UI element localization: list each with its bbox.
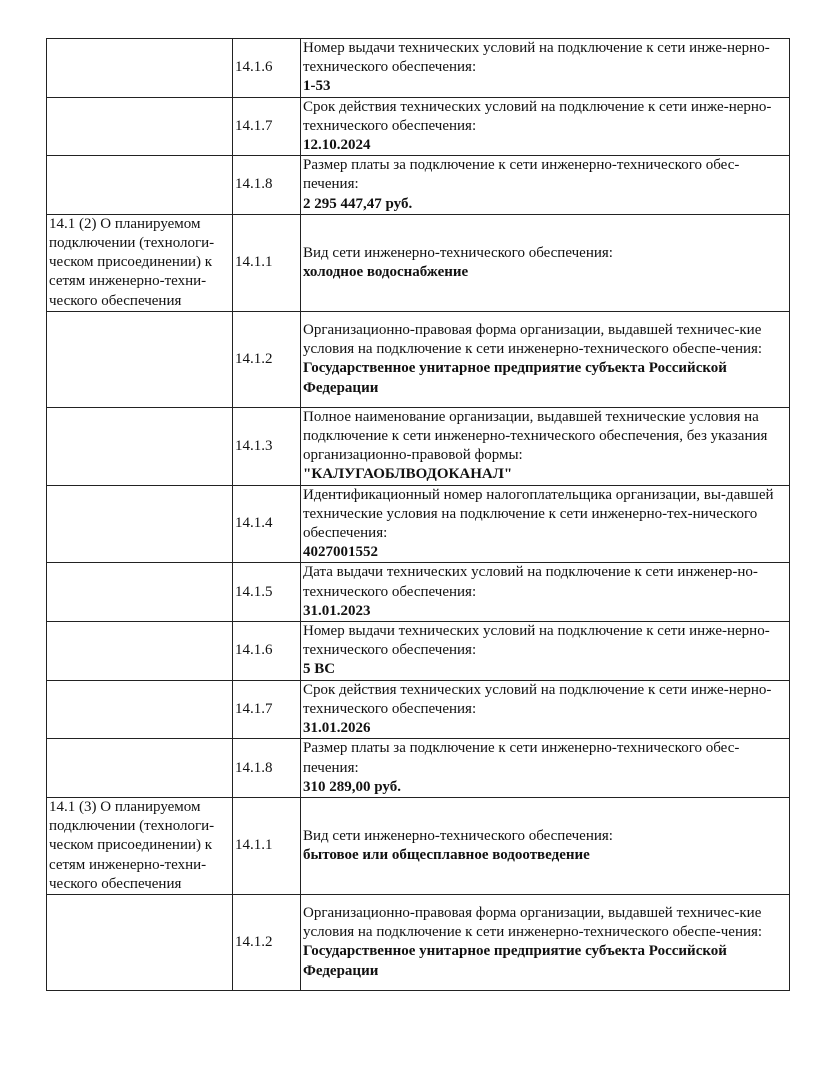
content-cell: [301, 407, 790, 485]
section-cell: [47, 39, 233, 98]
section-cell: 14.1 (3) О планируемом подключении (технологи-ческом присоединении) к сетям инженерно-техни-ческого обеспечения: [47, 797, 233, 894]
content-cell: [301, 739, 790, 798]
field-label: Размер платы за подключение к сети инженерно-технического обес-печения:: [303, 740, 740, 776]
code-cell: 14.1.6: [233, 622, 301, 681]
field-value: 2 295 447,47 руб.: [303, 195, 413, 212]
field-label: Вид сети инженерно-технического обеспечения:: [303, 244, 613, 261]
field-label: Номер выдачи технических условий на подключение к сети инже-нерно-технического обеспечения:: [303, 623, 770, 659]
table-row: [47, 894, 790, 990]
table-row: [47, 311, 790, 407]
table-row: [47, 797, 790, 894]
table-row: [47, 39, 790, 98]
section-cell: [47, 622, 233, 681]
field-value: 1-53: [303, 78, 331, 95]
section-cell: 14.1 (2) О планируемом подключении (технологи-ческом присоединении) к сетям инженерно-техни-ческого обеспечения: [47, 214, 233, 311]
table-row: [47, 563, 790, 622]
field-value: "КАЛУГАОБЛВОДОКАНАЛ": [303, 466, 513, 483]
content-cell: [301, 894, 790, 990]
code-cell: 14.1.5: [233, 563, 301, 622]
field-label: Срок действия технических условий на подключение к сети инже-нерно-технического обеспечения:: [303, 98, 772, 134]
code-cell: 14.1.6: [233, 39, 301, 98]
field-value: 31.01.2026: [303, 720, 371, 737]
field-value: 5 ВС: [303, 661, 336, 678]
content-cell: [301, 797, 790, 894]
table-row: [47, 97, 790, 156]
table-row: [47, 680, 790, 739]
code-cell: 14.1.2: [233, 894, 301, 990]
section-cell: [47, 311, 233, 407]
field-value: 310 289,00 руб.: [303, 778, 401, 795]
field-label: Идентификационный номер налогоплательщика организации, вы-давшей технические условия на подключение к сети инженерно-тех-нического обеспечения:: [303, 486, 774, 542]
field-label: Номер выдачи технических условий на подключение к сети инже-нерно-технического обеспечения:: [303, 40, 770, 76]
table-row: [47, 214, 790, 311]
content-cell: [301, 622, 790, 681]
section-cell: [47, 563, 233, 622]
code-cell: 14.1.7: [233, 680, 301, 739]
code-cell: 14.1.2: [233, 311, 301, 407]
section-cell: [47, 97, 233, 156]
section-cell: [47, 680, 233, 739]
content-cell: [301, 680, 790, 739]
content-cell: [301, 156, 790, 215]
section-cell: [47, 894, 233, 990]
table-row: [47, 485, 790, 563]
section-cell: [47, 407, 233, 485]
section-cell: [47, 739, 233, 798]
field-value: холодное водоснабжение: [303, 263, 469, 280]
field-label: Полное наименование организации, выдавшей технические условия на подключение к сети инженерно-технического обеспечения, без указания организационно-правовой формы:: [303, 408, 768, 464]
field-label: Размер платы за подключение к сети инженерно-технического обес-печения:: [303, 157, 740, 193]
field-value: 4027001552: [303, 544, 378, 561]
code-cell: 14.1.7: [233, 97, 301, 156]
code-cell: 14.1.8: [233, 156, 301, 215]
content-cell: [301, 485, 790, 563]
table-row: [47, 739, 790, 798]
content-cell: [301, 311, 790, 407]
table-row: [47, 622, 790, 681]
field-label: Срок действия технических условий на подключение к сети инже-нерно-технического обеспечения:: [303, 681, 772, 717]
content-cell: [301, 214, 790, 311]
field-value: 31.01.2023: [303, 602, 371, 619]
field-value: бытовое или общесплавное водоотведение: [303, 846, 590, 863]
field-label: Вид сети инженерно-технического обеспечения:: [303, 827, 613, 844]
code-cell: 14.1.8: [233, 739, 301, 798]
field-value: Государственное унитарное предприятие субъекта Российской Федерации: [303, 943, 727, 979]
field-value: Государственное унитарное предприятие субъекта Российской Федерации: [303, 360, 727, 396]
section-cell: [47, 485, 233, 563]
document-table: [46, 38, 790, 991]
table-row: [47, 407, 790, 485]
content-cell: [301, 563, 790, 622]
content-cell: [301, 97, 790, 156]
field-label: Организационно-правовая форма организации, выдавшей техничес-кие условия на подключение к сети инженерно-технического обеспе-чения:: [303, 321, 763, 358]
code-cell: 14.1.3: [233, 407, 301, 485]
code-cell: 14.1.1: [233, 797, 301, 894]
content-cell: [301, 39, 790, 98]
section-cell: [47, 156, 233, 215]
code-cell: 14.1.1: [233, 214, 301, 311]
code-cell: 14.1.4: [233, 485, 301, 563]
field-label: Организационно-правовая форма организации, выдавшей техничес-кие условия на подключение к сети инженерно-технического обеспе-чения:: [303, 905, 763, 941]
table-row: [47, 156, 790, 215]
field-label: Дата выдачи технических условий на подключение к сети инженер-но-технического обеспечения:: [303, 564, 758, 600]
field-value: 12.10.2024: [303, 137, 371, 154]
